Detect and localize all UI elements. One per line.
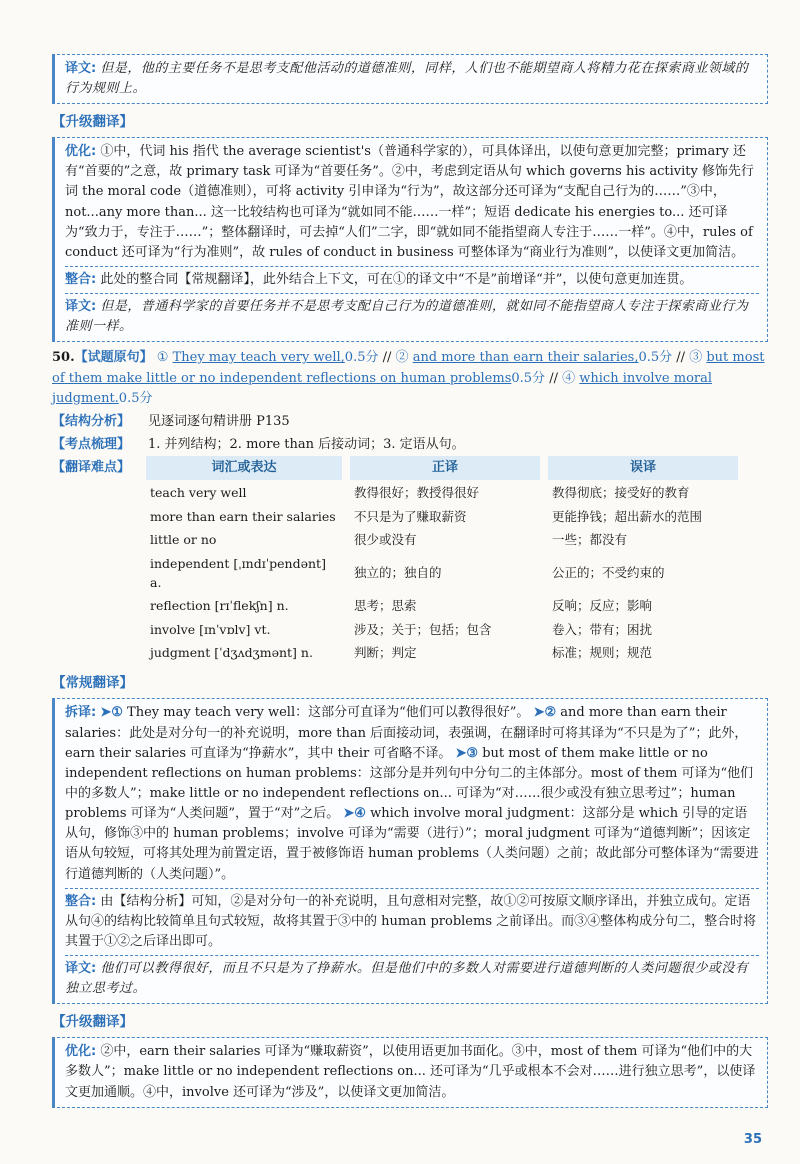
translation-text: 他们可以教得很好，而且不只是为了挣薪水。但是他们中的多数人对需要进行道德判断的人类问题很少或没有独立思考过。: [65, 961, 749, 997]
arrow-2-icon: ➤②: [533, 705, 557, 721]
points-row: [52, 435, 768, 455]
translation-label: 译文:: [65, 961, 97, 977]
structure-analysis-row: [52, 412, 768, 432]
question-number: 50.: [52, 350, 75, 366]
segment-4: ④ which involve moral judgment.0.5分: [52, 370, 713, 406]
table-row: more than earn their salaries 不只是为了赚取薪资 更能挣钱；超出薪水的范围: [150, 508, 703, 524]
table-row: little or no 很少或没有 一些；都没有: [150, 532, 628, 548]
upgrade-heading-1: 【升级翻译】: [52, 114, 133, 131]
integrate-label: 整合:: [65, 893, 97, 909]
optimize-text: ①中，代词 his 指代 the average scientist's（普通科学家的），可具体译出，以使句意更加完整；primary 还有“首要的”之意，故 primary task 可译为“首要任务”。②中，考虑到定语从句 which governs his activity 修饰先行词 the moral code（道德准则），可将 activity 引申译为“行为”，故这部分还可译为“支配自己行为的……”③中，not...any more than... 这一比较结构也可译为“就如同不能……一样”；短语 dedicate his energies to... 还可译为“致力于，专注于……”；整体翻译时，可去掉“人们”二字，即“就如同不能指望商人专注于……一样”。④中，rules of conduct 还可译为“行为准则”，故 rules of conduct in business 可整体译为“商业行为准则”，以使译文更加简洁。: [65, 144, 754, 260]
split-text-3: but most of them make little or no independent reflections on human problems：这部分是并列句中分句二的主体部分。most of them 可译为“他们中的多数人”；make little or no independent reflections on... 可译为“对……很少或没有独立思考过”；human problems 可译为“人类问题”，置于“对”之后。: [65, 745, 754, 822]
table-row: involve [ɪnˈvɒlv] vt. 涉及；关于；包括；包含 卷入；带有；困扰: [150, 621, 653, 637]
original-sentence-tag: 【试题原句】: [74, 350, 153, 366]
table-row: independent [ˌɪndɪˈpendənt] a. 独立的；独自的 公正的；不受约束的: [150, 555, 665, 590]
segment-1: ① They may teach very well,0.5分 //: [156, 350, 392, 366]
segment-3: ③ but most of them make little or no independent reflections on human problems0.5分 //: [52, 350, 765, 386]
segment-2: ② and more than earn their salaries,0.5分 //: [395, 350, 686, 366]
optimize-text: ②中，earn their salaries 可译为“赚取薪资”，以使用语更加书面化。③中，most of them 可译为“他们中的大多数人”；make little or no independent reflections on... 还可译为“几乎或根本不会对……进行独立思考”，以使译文更加通顺。④中，involve 还可译为“涉及”，以使译文更加简洁。: [65, 1044, 756, 1100]
regular-heading: 【常规翻译】: [52, 675, 133, 692]
top-translation-box: [52, 54, 768, 104]
split-text-4: which involve moral judgment：这部分是 which 引导的定语从句，修饰③中的 human problems；involve 可译为“需要（进行）”；moral judgment 可译为“道德判断”；因该定语从句较短，可将其处理为前置定语，置于被修饰语 human problems（人类问题）之前；故此部分可整体译为“需要进行道德判断的（人类问题）”。: [65, 806, 759, 882]
header-correct: 正译: [350, 456, 540, 480]
upgrade-heading-2: 【升级翻译】: [52, 1014, 133, 1031]
table-row: judgment [ˈdʒʌdʒmənt] n. 判断；判定 标准；规则；规范: [150, 645, 653, 661]
optimize-label: 优化:: [65, 144, 97, 160]
arrow-1-icon: ➤①: [100, 705, 123, 721]
integrate-text: 此处的整合同【常规翻译】，此外结合上下文，可在①的译文中“不是”前增译“并”，以使句意更加连贯。: [100, 272, 693, 288]
split-text-1: They may teach very well：这部分可直译为“他们可以教得很好”。: [127, 705, 530, 721]
page-content: [52, 54, 768, 1114]
translation-label: 译文:: [65, 61, 97, 76]
table-row: teach very well 教得很好；教授得很好 教得彻底；接受好的教育: [150, 485, 690, 501]
translation-text: 但是，他的主要任务不是思考支配他活动的道德准则，同样，人们也不能期望商人将精力花在探索商业领域的行为规则上。: [65, 61, 749, 97]
header-wrong: 误译: [548, 456, 738, 480]
vocab-table: [138, 454, 746, 665]
difficulty-tag: 【翻译难点】: [52, 460, 131, 476]
arrow-3-icon: ➤③: [455, 745, 479, 761]
regular-box: [52, 698, 768, 1004]
header-expression: 词汇或表达: [146, 456, 342, 480]
structure-text: 见逐词逐句精讲册 P135: [148, 413, 290, 429]
points-text: 1. 并列结构；2. more than 后接动词；3. 定语从句。: [148, 437, 465, 453]
split-text-2: and more than earn their salaries：此处是对分句一的补充说明，more than 后面接动词，表强调，在翻译时可将其译为“不只是为了”；此外，earn their salaries 可直译为“挣薪水”，其中 their 可省略不译。: [65, 705, 748, 761]
split-label: 拆译:: [65, 705, 97, 721]
upgrade-box-2: [52, 1037, 768, 1107]
points-tag: 【考点梳理】: [52, 437, 131, 453]
integrate-label: 整合:: [65, 272, 97, 288]
translation-text: 但是，普通科学家的首要任务并不是思考支配自己行为的道德准则，就如同不能指望商人专注于探索商业行为准则一样。: [65, 299, 749, 335]
integrate-text: 由【结构分析】可知，②是对分句一的补充说明，且句意相对完整，故①②可按原文顺序译出，并独立成句。定语从句④的结构比较简单且句式较短，故将其置于③中的 human problems 之前译出。而③④整体构成分句二，整合时将其置于①②之后译出即可。: [65, 893, 757, 949]
optimize-label: 优化:: [65, 1044, 97, 1060]
page-number: 35: [743, 1131, 762, 1147]
arrow-4-icon: ➤④: [343, 806, 366, 822]
upgrade-box-1: [52, 137, 768, 342]
table-header: [146, 456, 738, 480]
structure-tag: 【结构分析】: [52, 413, 131, 429]
table-row: reflection [rɪˈflekʃn] n. 思考；思索 反响；反应；影响: [150, 598, 653, 614]
translation-label: 译文:: [65, 299, 97, 315]
question-50-original: [52, 348, 768, 408]
